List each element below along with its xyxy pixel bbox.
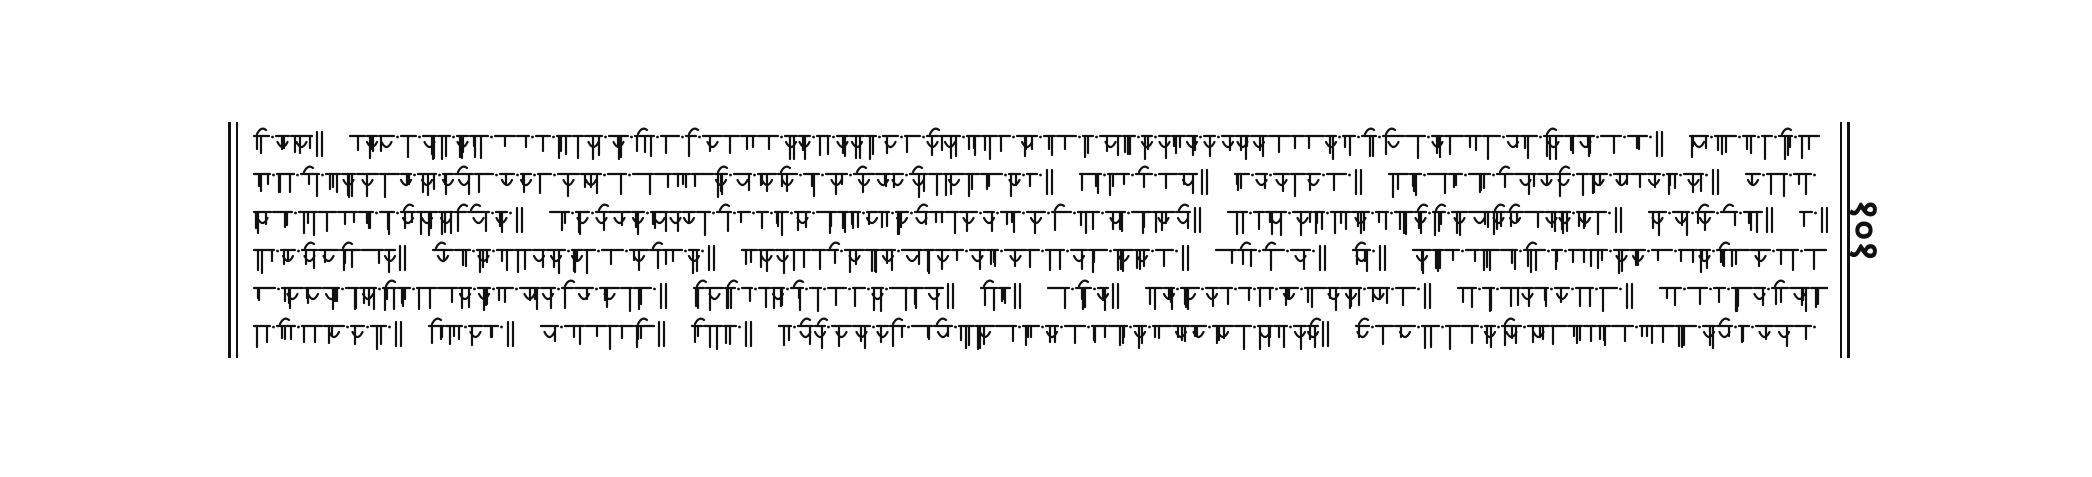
tsheg-mark <box>733 212 736 215</box>
tsheg-mark <box>812 136 815 139</box>
tsheg-mark <box>271 136 274 139</box>
tsheg-mark <box>1378 136 1381 139</box>
tsheg-mark <box>1523 326 1526 329</box>
tsheg-mark <box>1060 326 1063 329</box>
tsheg-mark <box>684 250 687 253</box>
tsheg-mark <box>962 136 965 139</box>
tsheg-mark <box>1022 212 1025 215</box>
tsheg-mark <box>413 174 416 177</box>
tsheg-mark <box>1539 136 1542 139</box>
tsheg-mark <box>1635 326 1638 329</box>
tsheg-mark <box>790 212 793 215</box>
tsheg-mark <box>1275 288 1278 291</box>
tsheg-mark <box>1041 326 1044 329</box>
tsheg-mark <box>1129 326 1132 329</box>
tsheg-mark <box>848 288 851 291</box>
tsheg-mark <box>752 212 755 215</box>
tsheg-mark <box>905 174 908 177</box>
tsheg-mark <box>1464 174 1467 177</box>
tsheg-mark <box>1496 288 1499 291</box>
tsheg-mark <box>979 212 982 215</box>
tsheg-mark <box>1253 326 1256 329</box>
script-line-6 <box>250 316 1828 352</box>
tsheg-mark <box>1127 212 1130 215</box>
tsheg-mark <box>1087 326 1090 329</box>
tsheg-mark <box>867 288 870 291</box>
tsheg-mark <box>1794 136 1797 139</box>
tsheg-mark <box>1608 212 1611 215</box>
script-line-2-graphic <box>250 164 1828 200</box>
tsheg-mark <box>1609 250 1612 253</box>
tsheg-mark <box>1071 288 1074 291</box>
tsheg-mark <box>438 174 441 177</box>
tsheg-mark <box>560 326 563 329</box>
tsheg-mark <box>1286 250 1289 253</box>
tsheg-mark <box>472 250 475 253</box>
tsheg-mark <box>597 250 600 253</box>
script-strokes <box>254 243 1826 273</box>
tsheg-mark <box>780 136 783 139</box>
tsheg-mark <box>346 326 349 329</box>
folio-number: १०१ <box>1841 199 1888 262</box>
tsheg-mark <box>1519 250 1522 253</box>
tsheg-mark <box>832 136 835 139</box>
tsheg-mark <box>1390 212 1393 215</box>
tsheg-mark <box>1251 174 1254 177</box>
tsheg-mark <box>553 174 556 177</box>
script-line-5 <box>250 278 1828 314</box>
script-line-1 <box>250 126 1828 162</box>
tsheg-mark <box>1039 136 1042 139</box>
tsheg-mark <box>1300 288 1303 291</box>
tsheg-mark <box>1018 326 1021 329</box>
tsheg-mark <box>1428 212 1431 215</box>
tsheg-mark <box>1772 250 1775 253</box>
tsheg-mark <box>1427 136 1430 139</box>
tsheg-mark <box>729 174 732 177</box>
tsheg-mark <box>1767 288 1770 291</box>
tsheg-mark <box>862 212 865 215</box>
tsheg-mark <box>1814 212 1817 215</box>
tsheg-mark <box>1391 288 1394 291</box>
tsheg-mark <box>625 250 628 253</box>
tsheg-mark <box>591 212 594 215</box>
tsheg-mark <box>900 136 903 139</box>
tsheg-mark <box>1480 326 1483 329</box>
tsheg-mark <box>1041 250 1044 253</box>
script-line-6-graphic <box>250 316 1828 352</box>
tsheg-mark <box>464 326 467 329</box>
tsheg-mark <box>1550 288 1553 291</box>
tsheg-mark <box>821 174 824 177</box>
tsheg-mark <box>1371 326 1374 329</box>
tsheg-mark <box>653 288 656 291</box>
tsheg-mark <box>516 174 519 177</box>
tsheg-mark <box>1417 288 1420 291</box>
tsheg-mark <box>1417 326 1420 329</box>
script-line-3-graphic <box>250 202 1828 238</box>
tsheg-mark <box>1348 174 1351 177</box>
script-strokes <box>254 319 1811 349</box>
tsheg-mark <box>1572 174 1575 177</box>
tsheg-mark <box>378 288 381 291</box>
tsheg-mark <box>1789 174 1792 177</box>
tsheg-mark <box>1289 326 1292 329</box>
tsheg-mark <box>1093 288 1096 291</box>
left-frame-inner-rule <box>236 122 238 358</box>
tsheg-mark <box>1137 136 1140 139</box>
tsheg-mark <box>812 212 815 215</box>
script-line-2 <box>250 164 1828 200</box>
tsheg-mark <box>1249 212 1252 215</box>
tsheg-mark <box>1683 288 1686 291</box>
tsheg-mark <box>922 136 925 139</box>
script-line-5-graphic <box>250 278 1828 314</box>
tsheg-mark <box>1712 250 1715 253</box>
tsheg-mark <box>1716 212 1719 215</box>
tsheg-mark <box>552 136 555 139</box>
tsheg-mark <box>1738 136 1741 139</box>
tsheg-mark <box>965 250 968 253</box>
tsheg-mark <box>1727 288 1730 291</box>
tsheg-mark <box>1078 136 1081 139</box>
tsheg-mark <box>604 136 607 139</box>
tsheg-mark <box>366 326 369 329</box>
tsheg-mark <box>1447 212 1450 215</box>
tsheg-mark <box>1502 136 1505 139</box>
tsheg-mark <box>786 288 789 291</box>
tsheg-mark <box>490 136 493 139</box>
tsheg-mark <box>1619 288 1622 291</box>
tsheg-mark <box>954 326 957 329</box>
tsheg-mark <box>996 212 999 215</box>
tsheg-mark <box>571 212 574 215</box>
script-strokes <box>254 205 1827 235</box>
text-block <box>228 122 1850 358</box>
tsheg-mark <box>1492 174 1495 177</box>
tsheg-mark <box>793 326 796 329</box>
tsheg-mark <box>341 288 344 291</box>
tsheg-mark <box>1774 136 1777 139</box>
tsheg-mark <box>805 288 808 291</box>
tsheg-mark <box>603 174 606 177</box>
tsheg-mark <box>1739 212 1742 215</box>
tsheg-mark <box>1649 136 1652 139</box>
tsheg-mark <box>1338 136 1341 139</box>
tsheg-mark <box>1372 250 1375 253</box>
tsheg-mark <box>452 136 455 139</box>
script-line-4-graphic <box>250 240 1828 276</box>
tsheg-mark <box>827 326 830 329</box>
tsheg-mark <box>630 136 633 139</box>
tsheg-mark <box>1441 326 1444 329</box>
tsheg-mark <box>1066 250 1069 253</box>
left-frame-rule <box>228 122 231 358</box>
tsheg-mark <box>891 212 894 215</box>
tsheg-mark <box>557 288 560 291</box>
tsheg-mark <box>1423 174 1426 177</box>
tsheg-mark <box>1322 174 1325 177</box>
tsheg-mark <box>1175 250 1178 253</box>
tsheg-mark <box>737 288 740 291</box>
tsheg-mark <box>1679 174 1682 177</box>
tsheg-mark <box>712 212 715 215</box>
tsheg-mark <box>296 174 299 177</box>
tsheg-mark <box>1813 326 1816 329</box>
tsheg-mark <box>1709 288 1712 291</box>
tsheg-mark <box>1647 250 1650 253</box>
tsheg-mark <box>1199 136 1202 139</box>
tsheg-mark <box>1154 136 1157 139</box>
tsheg-mark <box>1461 250 1464 253</box>
tsheg-mark <box>840 250 843 253</box>
tsheg-mark <box>272 326 275 329</box>
tsheg-mark <box>1012 136 1015 139</box>
tsheg-mark <box>500 326 503 329</box>
tsheg-mark <box>1201 288 1204 291</box>
tsheg-mark <box>388 326 391 329</box>
tsheg-mark <box>910 212 913 215</box>
tsheg-mark <box>1757 136 1760 139</box>
tsheg-mark <box>885 288 888 291</box>
tsheg-mark <box>297 250 300 253</box>
tsheg-mark <box>1022 174 1025 177</box>
tsheg-mark <box>1705 174 1708 177</box>
tsheg-mark <box>1623 136 1626 139</box>
tsheg-mark <box>1478 288 1481 291</box>
tsheg-mark <box>872 326 875 329</box>
tsheg-mark <box>1662 174 1665 177</box>
tsheg-mark <box>907 326 910 329</box>
tsheg-mark <box>567 250 570 253</box>
tsheg-mark <box>1258 250 1261 253</box>
tsheg-mark <box>1751 326 1754 329</box>
tsheg-mark <box>656 136 659 139</box>
tsheg-mark <box>1101 212 1104 215</box>
tsheg-mark <box>1208 326 1211 329</box>
tsheg-mark <box>492 250 495 253</box>
tsheg-mark <box>473 288 476 291</box>
script-line-3 <box>250 202 1828 238</box>
tsheg-mark <box>396 212 399 215</box>
tsheg-mark <box>375 212 378 215</box>
tsheg-mark <box>1813 174 1816 177</box>
tsheg-mark <box>1103 174 1106 177</box>
script-line-1-graphic <box>250 126 1828 162</box>
tsheg-mark <box>1596 136 1599 139</box>
tsheg-mark <box>698 136 701 139</box>
tsheg-mark <box>1595 288 1598 291</box>
tsheg-mark <box>1000 250 1003 253</box>
tsheg-mark <box>1698 326 1701 329</box>
tsheg-mark <box>1073 212 1076 215</box>
tsheg-mark <box>1674 250 1677 253</box>
tsheg-mark <box>1547 250 1550 253</box>
tsheg-mark <box>515 288 518 291</box>
tsheg-mark <box>1312 250 1315 253</box>
tsheg-mark <box>849 174 852 177</box>
tsheg-mark <box>1363 288 1366 291</box>
tsheg-mark <box>1668 212 1671 215</box>
tsheg-mark <box>533 174 536 177</box>
tsheg-mark <box>1371 212 1374 215</box>
tsheg-mark <box>754 288 757 291</box>
tsheg-mark <box>1762 174 1765 177</box>
tsheg-mark <box>495 174 498 177</box>
tsheg-mark <box>276 250 279 253</box>
tsheg-mark <box>1564 250 1567 253</box>
tsheg-mark <box>1800 250 1803 253</box>
tsheg-mark <box>1734 326 1737 329</box>
tsheg-mark <box>1253 288 1256 291</box>
tsheg-mark <box>418 136 421 139</box>
tsheg-mark <box>531 136 534 139</box>
tsheg-mark <box>294 212 297 215</box>
tsheg-mark <box>1095 136 1098 139</box>
tsheg-mark <box>1039 174 1042 177</box>
tsheg-mark <box>595 288 598 291</box>
tsheg-mark <box>1497 326 1500 329</box>
tsheg-mark <box>297 326 300 329</box>
tsheg-mark <box>1710 136 1713 139</box>
tsheg-mark <box>1148 326 1151 329</box>
tsheg-mark <box>1047 212 1050 215</box>
tsheg-mark <box>823 288 826 291</box>
tsheg-mark <box>1691 212 1694 215</box>
tsheg-mark <box>1109 250 1112 253</box>
tsheg-mark <box>646 212 649 215</box>
tsheg-mark <box>491 212 494 215</box>
tsheg-mark <box>799 174 802 177</box>
tsheg-mark <box>321 174 324 177</box>
tsheg-mark <box>738 326 741 329</box>
tsheg-mark <box>897 250 900 253</box>
tsheg-mark <box>753 174 756 177</box>
tsheg-mark <box>492 288 495 291</box>
tsheg-mark <box>1176 288 1179 291</box>
tsheg-mark <box>1004 174 1007 177</box>
tsheg-mark <box>396 136 399 139</box>
tsheg-mark <box>1609 174 1612 177</box>
tsheg-mark <box>277 288 280 291</box>
script-line-4 <box>250 240 1828 276</box>
tsheg-mark <box>1151 250 1154 253</box>
tsheg-mark <box>1269 174 1272 177</box>
tsheg-mark <box>1357 136 1360 139</box>
tsheg-mark <box>878 136 881 139</box>
tsheg-mark <box>1288 212 1291 215</box>
tsheg-mark <box>1131 174 1134 177</box>
tsheg-mark <box>1572 212 1575 215</box>
tsheg-mark <box>628 174 631 177</box>
script-strokes <box>254 129 1819 159</box>
tsheg-mark <box>1154 174 1157 177</box>
tsheg-mark <box>1234 288 1237 291</box>
tsheg-mark <box>1571 288 1574 291</box>
tsheg-mark <box>272 174 275 177</box>
script-strokes <box>254 281 1828 311</box>
tsheg-mark <box>1217 136 1220 139</box>
tsheg-mark <box>681 136 684 139</box>
script-strokes <box>254 167 1811 197</box>
tsheg-mark <box>770 212 773 215</box>
tsheg-mark <box>509 212 512 215</box>
tsheg-mark <box>412 288 415 291</box>
tsheg-mark <box>701 250 704 253</box>
tsheg-mark <box>1326 212 1329 215</box>
